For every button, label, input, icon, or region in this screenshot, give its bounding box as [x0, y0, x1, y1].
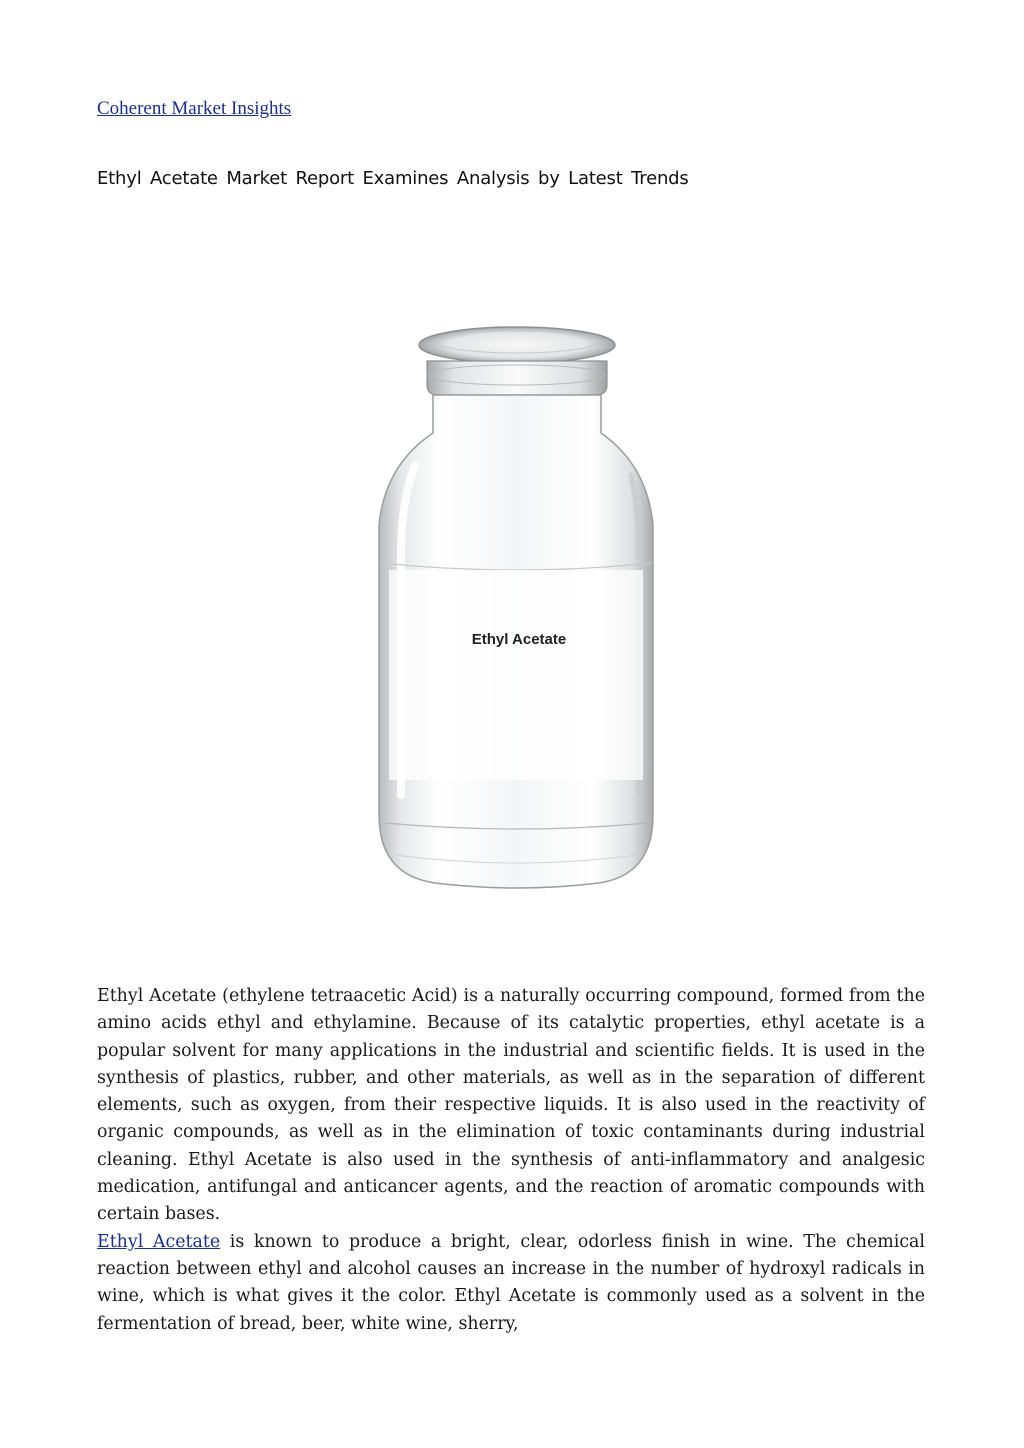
source-link[interactable]: Coherent Market Insights [97, 98, 292, 119]
product-bottle-image [355, 315, 675, 915]
article-title: Ethyl Acetate Market Report Examines Analysis by Latest Trends [97, 168, 689, 189]
paragraph-1: Ethyl Acetate (ethylene tetraacetic Acid) is a naturally occurring compound, formed from the amino acids ethyl and ethylamine. Because of its catalytic properties, ethyl acetate is a popular solvent for many applications in the industrial and scientific fields. It is used in the synthesis of plastics, rubber, and other materials, as well as in the separation of different elements, such as oxygen, from their respective liquids. It is also used in the reactivity of organic compounds, as well as in the elimination of toxic contaminants during industrial cleaning. Ethyl Acetate is also used in the synthesis of anti-inflammatory and analgesic medication, antifungal and anticancer agents, and the reaction of aromatic compounds with certain bases. [97, 986, 925, 1225]
paragraph-2 [97, 1229, 925, 1338]
paragraph-2-text: is known to produce a bright, clear, odorless finish in wine. The chemical reaction between ethyl and alcohol causes an increase in the number of hydroxyl radicals in wine, which is what gives it the color. Ethyl Acetate is commonly used as a solvent in the fermentation of bread, beer, white wine, sherry, [97, 1231, 925, 1334]
glass-bottle-illustration [355, 315, 675, 915]
bottle-label [389, 570, 643, 780]
bottle-label-text: Ethyl Acetate [471, 631, 567, 648]
article-body [97, 983, 925, 1338]
ethyl-acetate-link[interactable]: Ethyl Acetate [97, 1231, 221, 1252]
stopper-cap [419, 327, 615, 363]
